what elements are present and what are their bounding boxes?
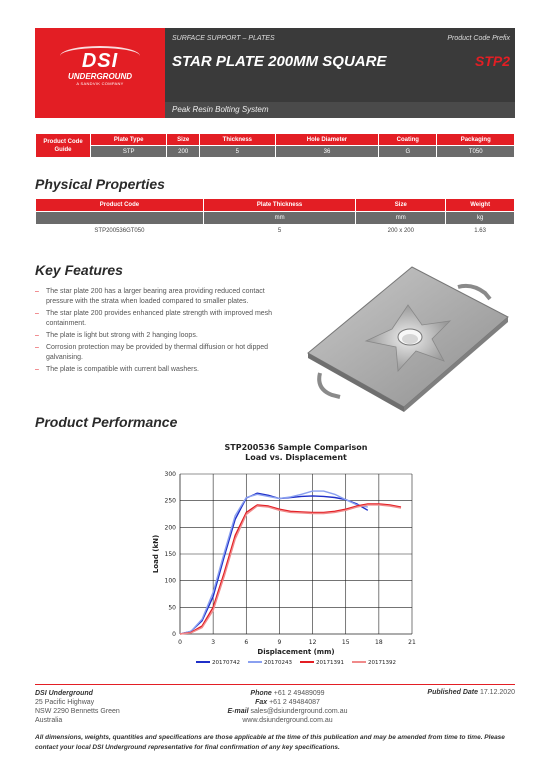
guide-value: 36 <box>275 146 378 158</box>
y-tick-label: 300 <box>164 471 176 478</box>
disclaimer: All dimensions, weights, quantities and specifications are those applicable at the time of this publication and may be amended from time to time. Please contact your local DSI Underground representative for final confirmation of any key specifications. <box>35 734 505 751</box>
x-tick-label: 15 <box>341 639 350 646</box>
product-title: STAR PLATE 200MM SQUARE <box>172 53 387 70</box>
guide-header: Thickness <box>199 134 275 146</box>
size-cell: 200 x 200 <box>356 225 446 238</box>
y-axis-label: Load (kN) <box>152 534 160 574</box>
email-link[interactable]: sales@dsiunderground.com.au <box>250 708 348 715</box>
guide-header: Coating <box>379 134 437 146</box>
x-tick-label: 12 <box>308 639 317 646</box>
footer-contact <box>200 689 375 725</box>
y-tick-label: 50 <box>168 604 176 612</box>
legend-label: 20171391 <box>316 660 344 666</box>
guide-header: Hole Diameter <box>275 134 378 146</box>
system-name: Peak Resin Bolting System <box>172 105 269 114</box>
list-item: – The star plate 200 has a larger bearing area providing reduced contact pressure with the strata when loaded compared to smaller plates. <box>35 287 290 307</box>
company-logo: DSI UNDERGROUND A SANDVIK COMPANY <box>68 50 132 86</box>
legend-label: 20170742 <box>212 660 240 666</box>
product-category: SURFACE SUPPORT – PLATES <box>172 35 275 42</box>
phone-value[interactable]: +61 2 49489099 <box>273 690 325 697</box>
y-tick-label: 150 <box>164 551 176 558</box>
product-performance-heading: Product Performance <box>35 414 178 430</box>
x-tick-label: 9 <box>277 639 282 646</box>
x-tick-label: 3 <box>211 639 216 646</box>
chart-subtitle: Load vs. Displacement <box>245 453 347 462</box>
published-label: Published Date <box>427 689 478 696</box>
physical-properties-heading: Physical Properties <box>35 176 165 192</box>
physical-properties-table <box>35 198 515 238</box>
star-plate-image <box>300 255 515 425</box>
x-tick-label: 0 <box>178 639 182 646</box>
y-tick-label: 200 <box>164 524 176 532</box>
product-code-cell: STP200536GT050 <box>36 225 204 238</box>
footer-divider <box>35 684 515 685</box>
fax-label: Fax <box>255 699 268 706</box>
table-unit <box>36 212 204 225</box>
guide-value: 200 <box>167 146 200 158</box>
plate-thickness-cell: 5 <box>203 225 355 238</box>
chart-title: STP200536 Sample Comparison <box>224 443 368 452</box>
fax-value: +61 2 49484087 <box>269 699 320 706</box>
guide-label: Product Code Guide <box>36 134 91 158</box>
legend-label: 20171392 <box>368 660 396 666</box>
table-row <box>36 225 515 238</box>
address-line: Australia <box>35 717 63 724</box>
guide-header: Plate Type <box>91 134 167 146</box>
table-unit: mm <box>203 212 355 225</box>
table-header: Weight <box>446 199 515 212</box>
guide-header: Size <box>167 134 200 146</box>
table-header: Product Code <box>36 199 204 212</box>
x-tick-label: 21 <box>408 639 416 646</box>
key-features-heading: Key Features <box>35 262 123 278</box>
series-line <box>180 491 368 634</box>
weight-cell: 1.63 <box>446 225 515 238</box>
x-axis-label: Displacement (mm) <box>257 648 335 656</box>
table-header: Size <box>356 199 446 212</box>
footer-published <box>427 689 515 696</box>
list-item: – The plate is light but strong with 2 hanging loops. <box>35 331 290 341</box>
table-unit: kg <box>446 212 515 225</box>
footer-company: DSI Underground <box>35 690 93 697</box>
list-item: – Corrosion protection may be provided by thermal diffusion or hot dipped galvanising. <box>35 343 290 363</box>
guide-value: 5 <box>199 146 275 158</box>
table-unit: mm <box>356 212 446 225</box>
website-link[interactable]: www.dsiunderground.com.au <box>242 717 333 724</box>
legend-label: 20170243 <box>264 660 292 666</box>
product-code-prefix-label: Product Code Prefix <box>447 35 510 42</box>
phone-label: Phone <box>250 690 272 697</box>
guide-value: G <box>379 146 437 158</box>
list-item: – The star plate 200 provides enhanced plate strength with improved mesh containment. <box>35 309 290 329</box>
y-tick-label: 250 <box>164 497 176 505</box>
y-tick-label: 100 <box>164 577 176 585</box>
x-tick-label: 18 <box>375 639 383 646</box>
table-header: Plate Thickness <box>203 199 355 212</box>
published-date: 17.12.2020 <box>479 689 515 696</box>
load-displacement-chart <box>150 438 430 670</box>
guide-header: Packaging <box>437 134 515 146</box>
x-tick-label: 6 <box>244 639 249 646</box>
list-item: – The plate is compatible with current ball washers. <box>35 365 290 375</box>
series-line <box>180 493 368 634</box>
address-line: 25 Pacific Highway <box>35 699 95 706</box>
guide-value: T050 <box>437 146 515 158</box>
address-line: NSW 2290 Bennetts Green <box>35 708 120 715</box>
key-features-list <box>35 287 290 377</box>
product-code-guide-table <box>35 133 515 158</box>
email-label: E-mail <box>227 708 249 715</box>
product-code-prefix-value: STP2 <box>474 53 510 69</box>
y-tick-label: 0 <box>172 631 176 638</box>
footer-address <box>35 689 120 725</box>
guide-value: STP <box>91 146 167 158</box>
